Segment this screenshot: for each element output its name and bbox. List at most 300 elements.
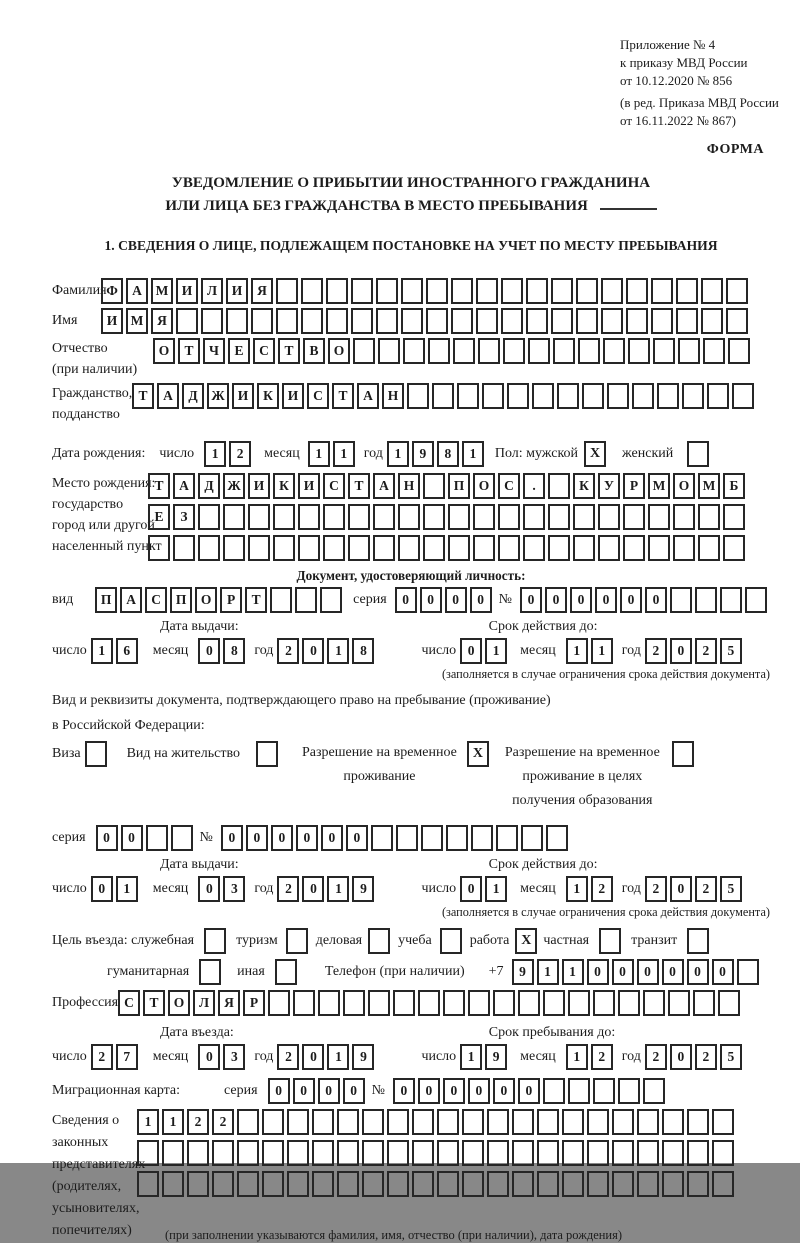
char-box (532, 383, 554, 409)
month-label: месяц (520, 881, 556, 896)
humanitarian-label: гуманитарная (107, 964, 190, 979)
char-box: 0 (293, 1078, 315, 1104)
citizenship-label: Гражданство, (52, 386, 133, 401)
char-box (276, 308, 298, 334)
char-box: 0 (321, 825, 343, 851)
char-box (643, 990, 665, 1016)
char-box (543, 990, 565, 1016)
stay-month-cells (566, 1044, 616, 1070)
char-box (521, 825, 543, 851)
char-box (568, 990, 590, 1016)
stay-year-cells (645, 1044, 745, 1070)
annex-amendment-line: от 16.11.2022 № 867) (620, 113, 737, 128)
char-box: 0 (670, 638, 692, 664)
char-box (662, 1171, 684, 1197)
char-box (695, 587, 717, 613)
char-box: 0 (645, 587, 667, 613)
transit-label: транзит (631, 933, 678, 948)
char-box (643, 1078, 665, 1104)
char-box: Н (382, 383, 404, 409)
char-box (312, 1140, 334, 1166)
char-box (537, 1171, 559, 1197)
patronymic-cells (153, 338, 753, 364)
char-box: 0 (395, 587, 417, 613)
char-box: 0 (460, 638, 482, 664)
char-box (493, 990, 515, 1016)
char-box (676, 278, 698, 304)
char-box (543, 1078, 565, 1104)
char-box (362, 1109, 384, 1135)
char-box: 2 (229, 441, 251, 467)
resdoc-series-cells (96, 825, 196, 851)
birthdate-label: Дата рождения: (52, 446, 146, 461)
char-box: 1 (462, 441, 484, 467)
char-box (398, 535, 420, 561)
birthplace-settlement-label: населенный пункт (52, 539, 162, 554)
char-box: П (448, 473, 470, 499)
entry-year-cells (277, 1044, 377, 1070)
char-box: 1 (566, 1044, 588, 1070)
month-label: месяц (152, 1049, 189, 1064)
char-box (718, 990, 740, 1016)
char-box (446, 825, 468, 851)
day-label: число (421, 1049, 457, 1064)
char-box (476, 278, 498, 304)
birth-day-cells (204, 441, 254, 467)
annex-line: к приказу МВД России (620, 55, 748, 70)
char-box: 0 (91, 876, 113, 902)
guardians-cells-row1 (137, 1109, 737, 1135)
form-title-line1: УВЕДОМЛЕНИЕ О ПРИБЫТИИ ИНОСТРАННОГО ГРАЖДАНИНА (171, 175, 651, 191)
char-box (248, 504, 270, 530)
resdoc-valid-month-cells (566, 876, 616, 902)
char-box (487, 1109, 509, 1135)
number-label: № (199, 830, 213, 845)
char-box (648, 535, 670, 561)
char-box (262, 1109, 284, 1135)
char-box (598, 504, 620, 530)
char-box (423, 473, 445, 499)
char-box (276, 278, 298, 304)
char-box: 1 (566, 638, 588, 664)
char-box (187, 1140, 209, 1166)
char-box (268, 990, 290, 1016)
char-box: 3 (223, 876, 245, 902)
surname-label: Фамилия (52, 283, 107, 298)
forma-label: ФОРМА (706, 142, 764, 157)
phone-cells (512, 959, 762, 985)
day-label: число (52, 1049, 87, 1064)
char-box (701, 308, 723, 334)
profession-row (52, 990, 770, 1016)
char-box (262, 1140, 284, 1166)
char-box: А (157, 383, 179, 409)
char-box: П (95, 587, 117, 613)
char-box (451, 278, 473, 304)
char-box (676, 308, 698, 334)
char-box (448, 535, 470, 561)
iddoc-issue-month-cells (198, 638, 248, 664)
profession-label: Профессия (52, 995, 119, 1010)
iddoc-dates-heading (52, 618, 770, 635)
char-box: П (170, 587, 192, 613)
char-box: 9 (485, 1044, 507, 1070)
char-box (421, 825, 443, 851)
char-box: 1 (308, 441, 330, 467)
char-box (326, 278, 348, 304)
char-box: 1 (162, 1109, 184, 1135)
annex-reference (620, 36, 779, 130)
residence-doc-intro-line1: Вид и реквизиты документа, подтверждающего право на пребывание (проживание) (52, 693, 551, 708)
char-box (501, 308, 523, 334)
char-box (662, 1109, 684, 1135)
char-box (393, 990, 415, 1016)
char-box (618, 1078, 640, 1104)
char-box: 1 (327, 638, 349, 664)
guardians-label-line: Сведения о (52, 1113, 120, 1128)
char-box: 8 (352, 638, 374, 664)
char-box (687, 1140, 709, 1166)
char-box: Р (623, 473, 645, 499)
char-box: 0 (468, 1078, 490, 1104)
birth-month-cells (308, 441, 358, 467)
char-box: Ж (223, 473, 245, 499)
guardians-label-line: попечителях) (52, 1223, 132, 1238)
char-box (473, 504, 495, 530)
char-box (582, 383, 604, 409)
migration-card-label: Миграционная карта: (52, 1083, 181, 1098)
char-box: А (357, 383, 379, 409)
char-box: 7 (116, 1044, 138, 1070)
business-label: деловая (315, 933, 363, 948)
char-box (378, 338, 400, 364)
char-box (198, 535, 220, 561)
char-box: 0 (712, 959, 734, 985)
char-box (437, 1171, 459, 1197)
resdoc-valid-day-cells (460, 876, 510, 902)
char-box (453, 338, 475, 364)
char-box (498, 535, 520, 561)
char-box (528, 338, 550, 364)
residence-permit-label: Вид на жительство (126, 746, 240, 761)
char-box: Я (251, 278, 273, 304)
form-title-line2: ИЛИ ЛИЦА БЕЗ ГРАЖДАНСТВА В МЕСТО ПРЕБЫВАНИЯ (165, 198, 588, 214)
char-box: 9 (512, 959, 534, 985)
char-box (173, 535, 195, 561)
char-box (507, 383, 529, 409)
char-box (723, 535, 745, 561)
month-label: месяц (520, 1049, 556, 1064)
form-title (52, 172, 770, 217)
stay-until-label: Срок пребывания до: (488, 1025, 616, 1040)
char-box: 0 (302, 638, 324, 664)
char-box (348, 535, 370, 561)
iddoc-issue-year-cells (277, 638, 377, 664)
char-box (487, 1171, 509, 1197)
char-box: 0 (246, 825, 268, 851)
study-checkbox (440, 928, 462, 954)
char-box (162, 1171, 184, 1197)
char-box (548, 535, 570, 561)
char-box (137, 1171, 159, 1197)
guardians-label-line: законных (52, 1135, 109, 1150)
resdoc-issue-month-cells (198, 876, 248, 902)
char-box (698, 535, 720, 561)
birthplace-country-label: государство (52, 497, 124, 512)
char-box: Я (151, 308, 173, 334)
section1-heading: 1. СВЕДЕНИЯ О ЛИЦЕ, ПОДЛЕЖАЩЕМ ПОСТАНОВКЕ НА УЧЕТ ПО МЕСТУ ПРЕБЫВАНИЯ (104, 238, 718, 253)
month-label: месяц (520, 643, 556, 658)
char-box (523, 504, 545, 530)
char-box: А (373, 473, 395, 499)
char-box (523, 535, 545, 561)
char-box (512, 1109, 534, 1135)
iddoc-valid-year-cells (645, 638, 745, 664)
char-box (628, 338, 650, 364)
char-box (223, 535, 245, 561)
char-box (337, 1171, 359, 1197)
issue-date-label: Дата выдачи: (160, 619, 239, 634)
name-label: Имя (52, 313, 78, 328)
residence-doc-intro (52, 688, 770, 738)
residence-permit-checkbox (256, 741, 278, 767)
char-box (398, 504, 420, 530)
char-box: 0 (670, 876, 692, 902)
char-box: 0 (670, 1044, 692, 1070)
char-box (728, 338, 750, 364)
char-box (251, 308, 273, 334)
citizenship-label2: подданство (52, 407, 120, 422)
char-box (371, 825, 393, 851)
char-box (693, 990, 715, 1016)
issue-date-label: Дата выдачи: (160, 857, 239, 872)
char-box (273, 535, 295, 561)
char-box (607, 383, 629, 409)
day-label: число (159, 446, 195, 461)
char-box (637, 1171, 659, 1197)
char-box: 2 (591, 1044, 613, 1070)
visit-purpose-row (52, 928, 770, 954)
char-box: 1 (333, 441, 355, 467)
iddoc-number-cells (520, 587, 770, 613)
char-box (546, 825, 568, 851)
tourism-label: туризм (236, 933, 278, 948)
char-box (351, 308, 373, 334)
char-box (412, 1171, 434, 1197)
char-box: Д (198, 473, 220, 499)
humanitarian-checkbox (199, 959, 221, 985)
char-box: 0 (518, 1078, 540, 1104)
char-box (712, 1109, 734, 1135)
char-box (553, 338, 575, 364)
char-box: 0 (198, 1044, 220, 1070)
char-box (651, 278, 673, 304)
char-box (726, 278, 748, 304)
char-box (320, 587, 342, 613)
char-box (573, 504, 595, 530)
char-box: И (298, 473, 320, 499)
char-box: И (101, 308, 123, 334)
char-box (682, 383, 704, 409)
char-box (162, 1140, 184, 1166)
char-box: Т (132, 383, 154, 409)
char-box: 0 (393, 1078, 415, 1104)
char-box: В (303, 338, 325, 364)
annex-line: Приложение № 4 (620, 37, 716, 52)
char-box: 0 (418, 1078, 440, 1104)
char-box: 0 (612, 959, 634, 985)
char-box: 0 (343, 1078, 365, 1104)
char-box: 8 (223, 638, 245, 664)
char-box (201, 308, 223, 334)
citizenship-row (52, 383, 770, 425)
char-box: 1 (591, 638, 613, 664)
name-cells (101, 308, 751, 334)
char-box (712, 1171, 734, 1197)
char-box (301, 278, 323, 304)
residence-doc-intro-line2: в Российской Федерации: (52, 718, 205, 733)
char-box: Я (218, 990, 240, 1016)
char-box (198, 504, 220, 530)
iddoc-row (52, 587, 770, 613)
char-box (471, 825, 493, 851)
char-box: Л (201, 278, 223, 304)
year-label: год (621, 643, 641, 658)
char-box: 0 (520, 587, 542, 613)
char-box (562, 1171, 584, 1197)
char-box: Т (332, 383, 354, 409)
char-box: 0 (687, 959, 709, 985)
phone-prefix: +7 (488, 964, 504, 979)
char-box: 2 (645, 638, 667, 664)
series-label: серия (224, 1083, 258, 1098)
char-box: 0 (460, 876, 482, 902)
char-box (287, 1171, 309, 1197)
birth-year-cells (387, 441, 487, 467)
char-box (237, 1171, 259, 1197)
char-box (673, 504, 695, 530)
iddoc-dates-row (52, 638, 770, 664)
char-box: 9 (352, 1044, 374, 1070)
char-box: 2 (695, 1044, 717, 1070)
char-box (598, 535, 620, 561)
char-box: О (673, 473, 695, 499)
migcard-series-cells (268, 1078, 368, 1104)
char-box (593, 990, 615, 1016)
male-checkbox: X (584, 441, 606, 467)
char-box (298, 504, 320, 530)
char-box (503, 338, 525, 364)
char-box: 0 (346, 825, 368, 851)
char-box (698, 504, 720, 530)
char-box (337, 1109, 359, 1135)
char-box (146, 825, 168, 851)
series-label: серия (353, 592, 387, 607)
char-box: Т (143, 990, 165, 1016)
char-box: А (120, 587, 142, 613)
char-box (548, 473, 570, 499)
char-box (618, 990, 640, 1016)
char-box (148, 535, 170, 561)
char-box (353, 338, 375, 364)
char-box (223, 504, 245, 530)
purpose-extra-phone-row (107, 959, 770, 985)
char-box: 0 (445, 587, 467, 613)
char-box: С (498, 473, 520, 499)
char-box (576, 278, 598, 304)
char-box (176, 308, 198, 334)
study-label: учеба (398, 933, 432, 948)
char-box (551, 308, 573, 334)
char-box (432, 383, 454, 409)
month-label: месяц (152, 643, 189, 658)
char-box: И (248, 473, 270, 499)
char-box (412, 1109, 434, 1135)
iddoc-type-cells (95, 587, 345, 613)
char-box: Т (148, 473, 170, 499)
guardians-cells-row2 (137, 1140, 737, 1166)
month-label: месяц (264, 446, 300, 461)
char-box (720, 587, 742, 613)
female-checkbox (687, 441, 709, 467)
char-box: О (195, 587, 217, 613)
iddoc-valid-day-cells (460, 638, 510, 664)
char-box: 0 (470, 587, 492, 613)
char-box: Е (148, 504, 170, 530)
char-box (187, 1171, 209, 1197)
char-box (437, 1140, 459, 1166)
char-box (712, 1140, 734, 1166)
entry-month-cells (198, 1044, 248, 1070)
char-box: 8 (437, 441, 459, 467)
char-box: 0 (587, 959, 609, 985)
char-box: 0 (420, 587, 442, 613)
char-box (457, 383, 479, 409)
char-box (626, 308, 648, 334)
char-box: 1 (566, 876, 588, 902)
char-box (578, 338, 600, 364)
char-box (551, 278, 573, 304)
char-box (323, 504, 345, 530)
char-box (137, 1140, 159, 1166)
char-box (478, 338, 500, 364)
char-box (662, 1140, 684, 1166)
char-box (337, 1140, 359, 1166)
patronymic-label: Отчество (52, 341, 108, 356)
char-box: С (307, 383, 329, 409)
sex-female-label: женский (622, 446, 674, 461)
char-box: К (257, 383, 279, 409)
char-box (707, 383, 729, 409)
char-box: 1 (485, 638, 507, 664)
char-box (373, 504, 395, 530)
char-box: 2 (695, 876, 717, 902)
char-box (312, 1171, 334, 1197)
char-box: 2 (645, 876, 667, 902)
char-box (687, 1171, 709, 1197)
char-box: 0 (302, 876, 324, 902)
char-box: 0 (121, 825, 143, 851)
birthplace-city-label: город или другой (52, 518, 155, 533)
char-box (295, 587, 317, 613)
char-box (637, 1140, 659, 1166)
char-box: Т (348, 473, 370, 499)
char-box: 5 (720, 876, 742, 902)
char-box (418, 990, 440, 1016)
char-box (587, 1109, 609, 1135)
char-box (518, 990, 540, 1016)
char-box: Ч (203, 338, 225, 364)
